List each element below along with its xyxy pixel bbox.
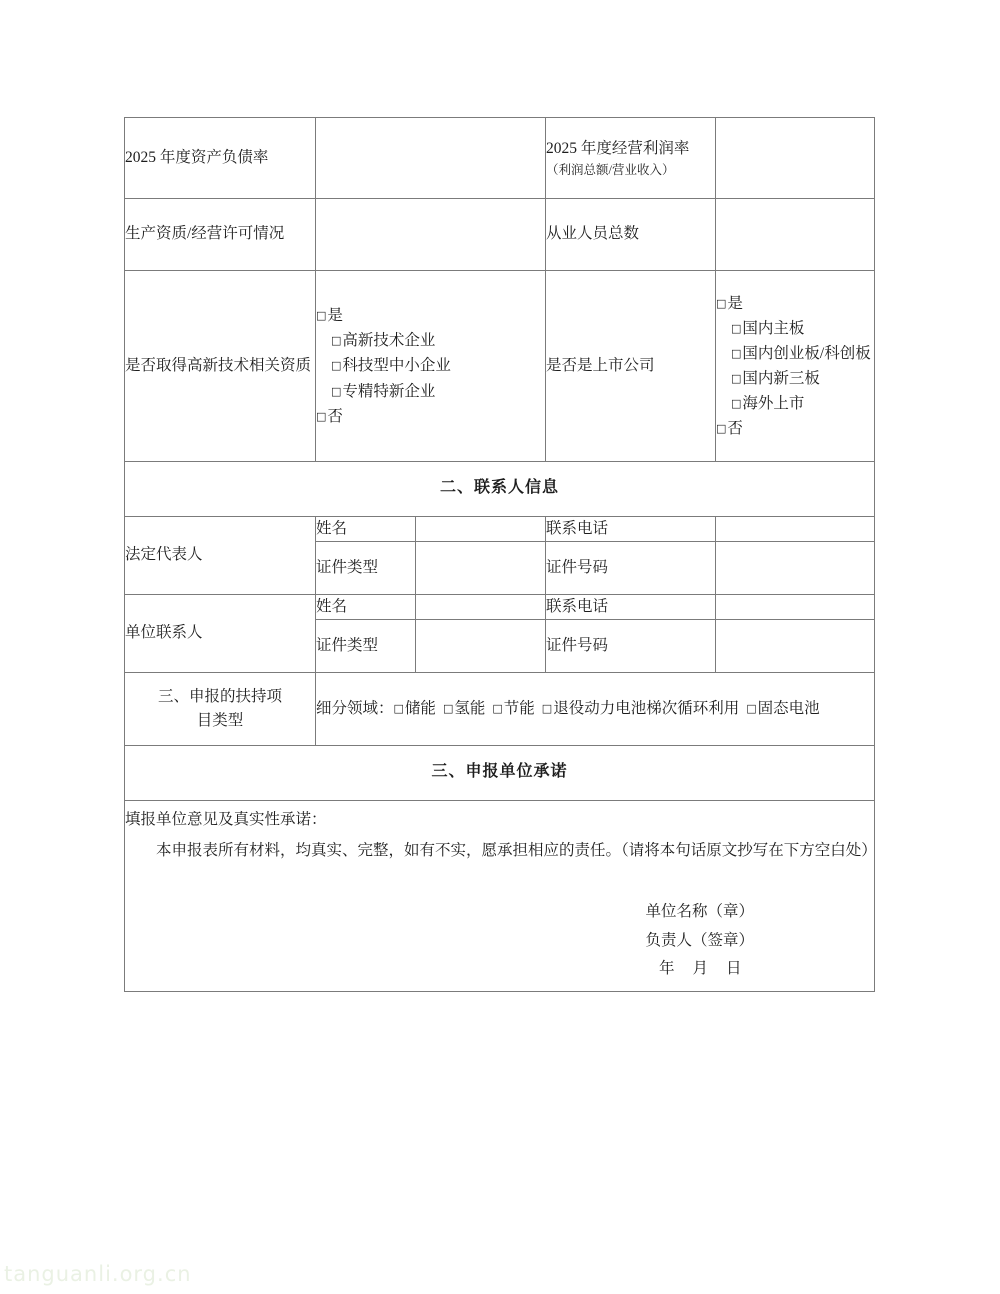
checkbox-icon[interactable]: □ bbox=[331, 384, 342, 398]
project-subfield-group bbox=[316, 672, 875, 745]
label-project-type-line1: 三、申报的扶持项 bbox=[157, 687, 282, 705]
checkbox-icon[interactable]: □ bbox=[316, 409, 327, 423]
listed-option-label: 国内主板 bbox=[742, 319, 805, 337]
value-unit-contact-name[interactable] bbox=[416, 594, 546, 619]
table-row-qualifications bbox=[125, 271, 875, 462]
subfield-option-battery-echelon-recycling[interactable] bbox=[542, 700, 739, 717]
value-operating-profit-margin[interactable] bbox=[716, 118, 875, 199]
subfield-option-label: 储能 bbox=[404, 699, 436, 717]
listed-option-chinext-star[interactable] bbox=[716, 341, 874, 366]
value-legal-rep-id-number[interactable] bbox=[716, 541, 875, 594]
listed-option-label: 是 bbox=[727, 294, 743, 312]
label-project-type bbox=[125, 672, 316, 745]
hightech-option-group bbox=[316, 271, 546, 462]
checkbox-icon[interactable]: □ bbox=[492, 701, 503, 715]
hightech-option-label: 否 bbox=[327, 407, 343, 425]
checkbox-icon[interactable]: □ bbox=[731, 372, 742, 385]
label-legal-rep-name: 姓名 bbox=[316, 516, 416, 541]
listed-option-overseas[interactable] bbox=[716, 391, 874, 416]
declaration-body: 本申报表所有材料，均真实、完整，如有不实，愿承担相应的责任。（请将本句话原文抄写在下方空白处） bbox=[156, 841, 877, 859]
subfield-option-label: 氢能 bbox=[454, 699, 486, 717]
checkbox-icon[interactable]: □ bbox=[331, 334, 342, 348]
checkbox-icon[interactable]: □ bbox=[731, 397, 742, 411]
checkbox-icon[interactable]: □ bbox=[316, 309, 327, 323]
table-row-unit-contact-1 bbox=[125, 594, 875, 619]
section-header-commitment: 三、申报单位承诺 bbox=[125, 745, 875, 800]
checkbox-icon[interactable]: □ bbox=[331, 359, 342, 373]
hightech-option-label: 是 bbox=[327, 307, 343, 325]
value-total-employees[interactable] bbox=[716, 199, 875, 271]
signature-responsible-person[interactable]: 负责人（签章） bbox=[645, 931, 754, 949]
application-form-table bbox=[124, 117, 875, 992]
subfield-option-solid-state-battery[interactable] bbox=[746, 700, 819, 717]
table-row-declaration bbox=[125, 800, 875, 991]
label-total-employees: 从业人员总数 bbox=[546, 199, 716, 271]
checkbox-icon[interactable]: □ bbox=[541, 701, 553, 715]
listed-option-yes[interactable] bbox=[716, 291, 874, 316]
hightech-option-hightech-enterprise[interactable] bbox=[316, 328, 545, 353]
hightech-option-sme-tech[interactable] bbox=[316, 353, 545, 378]
hightech-option-yes[interactable] bbox=[316, 303, 545, 328]
subfield-option-label: 退役动力电池梯次循环利用 bbox=[553, 699, 740, 717]
label-asset-liability-ratio: 2025 年度资产负债率 bbox=[125, 118, 316, 199]
listed-option-label: 国内新三板 bbox=[742, 370, 820, 387]
signature-date[interactable]: 年 月 日 bbox=[658, 960, 742, 978]
label-legal-rep-id-number: 证件号码 bbox=[546, 541, 716, 594]
checkbox-icon[interactable]: □ bbox=[442, 701, 454, 715]
label-unit-contact-name: 姓名 bbox=[316, 594, 416, 619]
listed-option-domestic-main-board[interactable] bbox=[716, 316, 874, 341]
subfield-option-energy-storage[interactable] bbox=[394, 700, 436, 717]
label-hightech-qualification: 是否取得高新技术相关资质 bbox=[125, 271, 316, 462]
value-legal-rep-id-type[interactable] bbox=[416, 541, 546, 594]
subfield-option-label: 节能 bbox=[503, 699, 535, 717]
hightech-option-no[interactable] bbox=[316, 404, 545, 429]
value-legal-rep-phone[interactable] bbox=[716, 516, 875, 541]
declaration-heading: 填报单位意见及真实性承诺： bbox=[125, 811, 327, 829]
listed-option-label: 否 bbox=[727, 420, 743, 438]
label-legal-representative: 法定代表人 bbox=[125, 516, 316, 594]
checkbox-icon[interactable]: □ bbox=[716, 296, 727, 310]
checkbox-icon[interactable]: □ bbox=[731, 321, 742, 335]
hightech-option-label: 高新技术企业 bbox=[342, 332, 436, 350]
value-asset-liability-ratio[interactable] bbox=[316, 118, 546, 199]
table-row-finance-2 bbox=[125, 199, 875, 271]
listed-option-no[interactable] bbox=[716, 416, 874, 441]
subfield-option-hydrogen[interactable] bbox=[443, 700, 485, 717]
listed-option-label: 国内创业板/科创板 bbox=[742, 344, 871, 362]
value-unit-contact-id-number[interactable] bbox=[716, 619, 875, 672]
label-operating-profit-margin bbox=[546, 118, 716, 199]
table-row-project-type bbox=[125, 672, 875, 745]
checkbox-icon[interactable]: □ bbox=[716, 422, 727, 436]
value-unit-contact-id-type[interactable] bbox=[416, 619, 546, 672]
hightech-checkbox-list bbox=[316, 301, 545, 431]
section-header-contact-row bbox=[125, 462, 875, 517]
listed-option-neeq[interactable] bbox=[716, 366, 874, 391]
value-unit-contact-phone[interactable] bbox=[716, 594, 875, 619]
value-production-qualification[interactable] bbox=[316, 199, 546, 271]
subfield-option-label: 固态电池 bbox=[757, 699, 820, 717]
listed-option-group bbox=[716, 271, 875, 462]
checkbox-icon[interactable]: □ bbox=[731, 346, 742, 360]
section-header-commitment-row bbox=[125, 745, 875, 800]
section-header-contact: 二、联系人信息 bbox=[125, 462, 875, 517]
label-operating-profit-margin-note: （利润总额/营业收入） bbox=[546, 162, 675, 177]
label-listed-company: 是否是上市公司 bbox=[546, 271, 716, 462]
label-subdivision-field: 细分领域： bbox=[316, 699, 394, 717]
label-unit-contact-id-number: 证件号码 bbox=[546, 619, 716, 672]
listed-checkbox-list bbox=[716, 289, 874, 444]
hightech-option-label: 专精特新企业 bbox=[342, 382, 436, 400]
label-production-qualification: 生产资质/经营许可情况 bbox=[125, 199, 316, 271]
hightech-option-label: 科技型中小企业 bbox=[342, 357, 451, 375]
table-row-legal-rep-1 bbox=[125, 516, 875, 541]
declaration-area[interactable] bbox=[125, 800, 875, 991]
label-unit-contact-id-type: 证件类型 bbox=[316, 619, 416, 672]
signature-block bbox=[125, 898, 874, 984]
label-unit-contact: 单位联系人 bbox=[125, 594, 316, 672]
signature-company-name[interactable]: 单位名称（章） bbox=[645, 902, 754, 920]
subfield-option-energy-saving[interactable] bbox=[492, 700, 534, 717]
listed-option-label: 海外上市 bbox=[742, 395, 805, 413]
label-legal-rep-phone: 联系电话 bbox=[546, 516, 716, 541]
label-operating-profit-margin-text: 2025 年度经营利润率 bbox=[546, 139, 690, 157]
value-legal-rep-name[interactable] bbox=[416, 516, 546, 541]
label-unit-contact-phone: 联系电话 bbox=[546, 594, 716, 619]
checkbox-icon[interactable]: □ bbox=[393, 701, 404, 715]
site-watermark: tanguanli.org.cn bbox=[4, 1262, 192, 1286]
table-row-finance-1 bbox=[125, 118, 875, 199]
label-legal-rep-id-type: 证件类型 bbox=[316, 541, 416, 594]
checkbox-icon[interactable]: □ bbox=[746, 701, 757, 715]
label-project-type-line2: 目类型 bbox=[196, 711, 244, 729]
hightech-option-specialized-new[interactable] bbox=[316, 379, 545, 404]
